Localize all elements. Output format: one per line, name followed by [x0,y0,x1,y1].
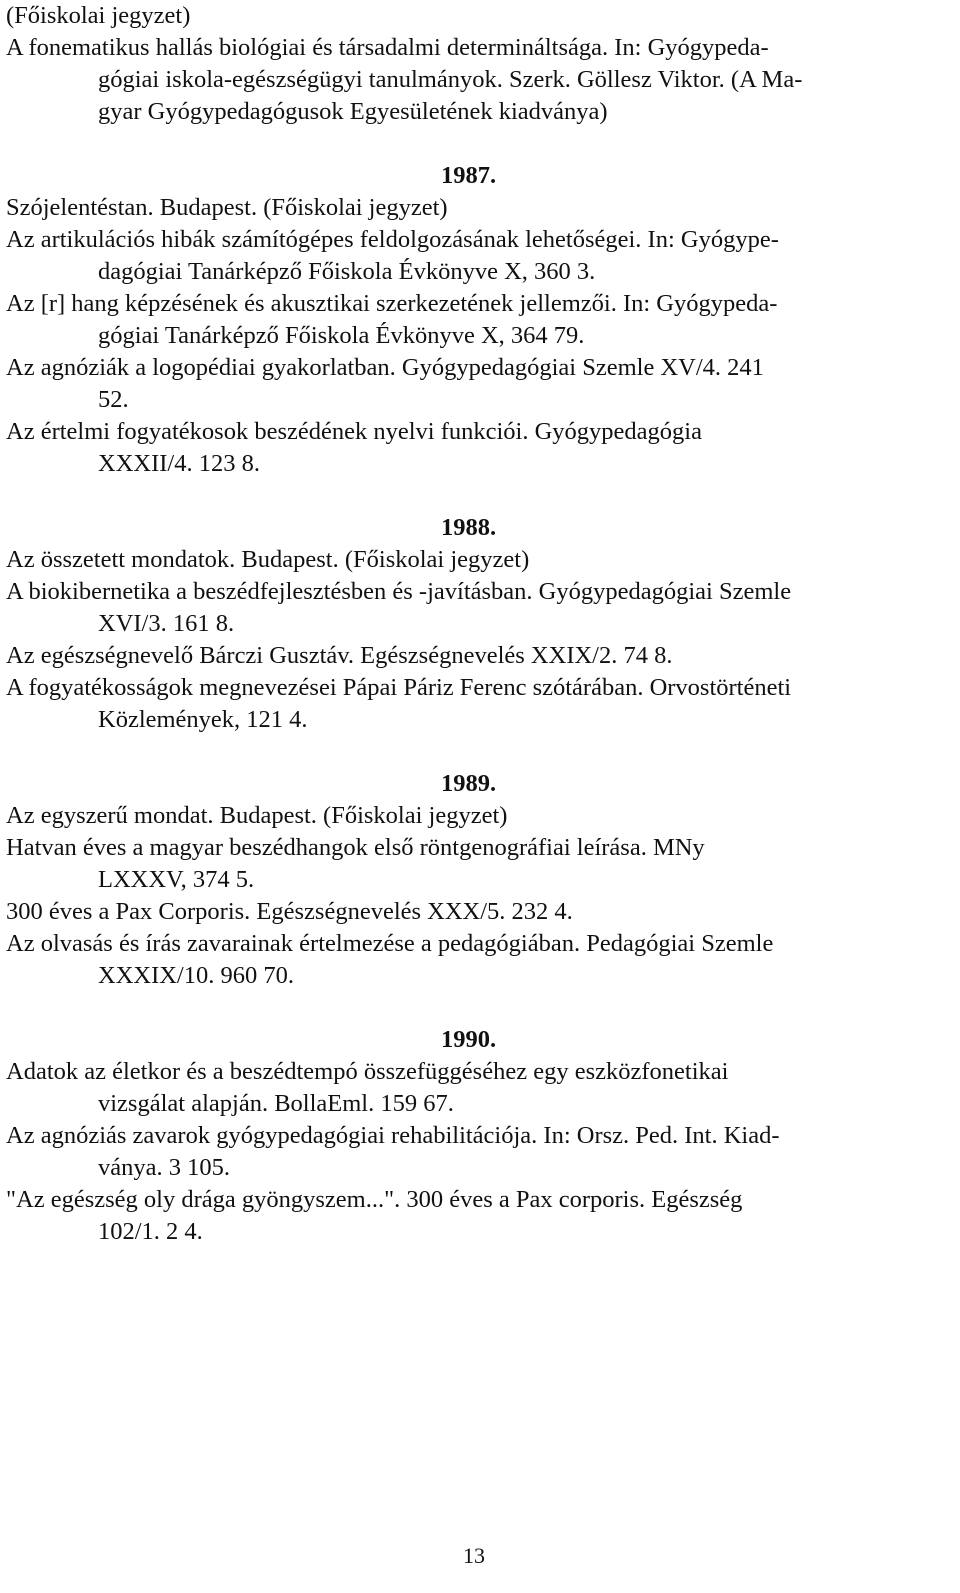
bibliography-entry [6,672,946,736]
entry-continuation-line: ványa. 3 105. [98,1154,230,1181]
entry-line: Az egyszerű mondat. Budapest. (Főiskolai jegyzet) [6,802,508,829]
bibliography-entry [6,544,946,576]
entry-line: A biokibernetika a beszédfejlesztésben és -javításban. Gyógypedagógiai Szemle [6,578,792,605]
entry-continuation-line: XXXII/4. 123 8. [98,450,260,477]
entry-line: Hatvan éves a magyar beszédhangok első röntgenográfiai leírása. MNy [6,834,705,861]
entry-continuation-line: Közlemények, 121 4. [98,706,308,733]
bibliography-entry [6,928,946,992]
year-heading: 1987. [441,162,497,189]
entry-continuation-line: 102/1. 2 4. [98,1218,203,1245]
entry-line: Az agnóziás zavarok gyógypedagógiai rehabilitációja. In: Orsz. Ped. Int. Kiad- [6,1122,780,1149]
bibliography-entry [6,288,946,352]
bibliography-page [6,0,946,1248]
entry-line: Az agnóziák a logopédiai gyakorlatban. Gyógypedagógiai Szemle XV/4. 241 [6,354,764,381]
bibliography-entry [6,416,946,480]
bibliography-entry [6,1184,946,1248]
bibliography-entry [6,1056,946,1120]
year-heading: 1988. [441,514,497,541]
entry-line: A fogyatékosságok megnevezései Pápai Páriz Ferenc szótárában. Orvostörténeti [6,674,792,701]
bibliography-entry [6,832,946,896]
bibliography-entry [6,640,946,672]
entry-line: 300 éves a Pax Corporis. Egészségnevelés XXX/5. 232 4. [6,898,573,925]
entry-continuation-line: dagógiai Tanárképző Főiskola Évkönyve X, 360 3. [98,258,596,285]
bibliography-entry [6,224,946,288]
entry-continuation-line: gógiai Tanárképző Főiskola Évkönyve X, 364 79. [98,322,585,349]
bibliography-entry [6,896,946,928]
entry-line: "Az egészség oly drága gyöngyszem...". 300 éves a Pax corporis. Egészség [6,1186,743,1213]
entry-line: (Főiskolai jegyzet) [6,2,191,29]
bibliography-entry [6,576,946,640]
entry-line: Az összetett mondatok. Budapest. (Főiskolai jegyzet) [6,546,530,573]
bibliography-entry [6,0,946,32]
bibliography-entry [6,32,946,128]
entry-continuation-line: vizsgálat alapján. BollaEml. 159 67. [98,1090,454,1117]
entry-continuation-line: 52. [98,386,129,413]
entry-continuation-line: LXXXV, 374 5. [98,866,255,893]
entry-line: Az artikulációs hibák számítógépes feldolgozásának lehetőségei. In: Gyógype- [6,226,779,253]
bibliography-entry [6,1120,946,1184]
entry-line: Az egészségnevelő Bárczi Gusztáv. Egészségnevelés XXIX/2. 74 8. [6,642,673,669]
entry-line: Az [r] hang képzésének és akusztikai szerkezetének jellemzői. In: Gyógypeda- [6,290,778,317]
bibliography-entry [6,800,946,832]
section-gap [6,992,946,1024]
entry-continuation-line: gógiai iskola-egészségügyi tanulmányok. Szerk. Göllesz Viktor. (A Ma- [98,66,803,93]
section-gap [6,736,946,768]
entry-line: Az értelmi fogyatékosok beszédének nyelvi funkciói. Gyógypedagógia [6,418,702,445]
bibliography-entry [6,192,946,224]
year-heading: 1990. [441,1026,497,1053]
entry-continuation-line: XVI/3. 161 8. [98,610,235,637]
entry-continuation-line: XXXIX/10. 960 70. [98,962,294,989]
bibliography-entry [6,352,946,416]
entry-continuation-line: gyar Gyógypedagógusok Egyesületének kiadványa) [98,98,608,125]
entry-line: A fonematikus hallás biológiai és társadalmi determináltsága. In: Gyógypeda- [6,34,769,61]
year-heading: 1989. [441,770,497,797]
section-gap [6,480,946,512]
page-number: 13 [463,1543,485,1568]
entry-line: Az olvasás és írás zavarainak értelmezése a pedagógiában. Pedagógiai Szemle [6,930,774,957]
entry-line: Adatok az életkor és a beszédtempó összefüggéséhez egy eszközfonetikai [6,1058,729,1085]
section-gap [6,128,946,160]
entry-line: Szójelentéstan. Budapest. (Főiskolai jegyzet) [6,194,448,221]
